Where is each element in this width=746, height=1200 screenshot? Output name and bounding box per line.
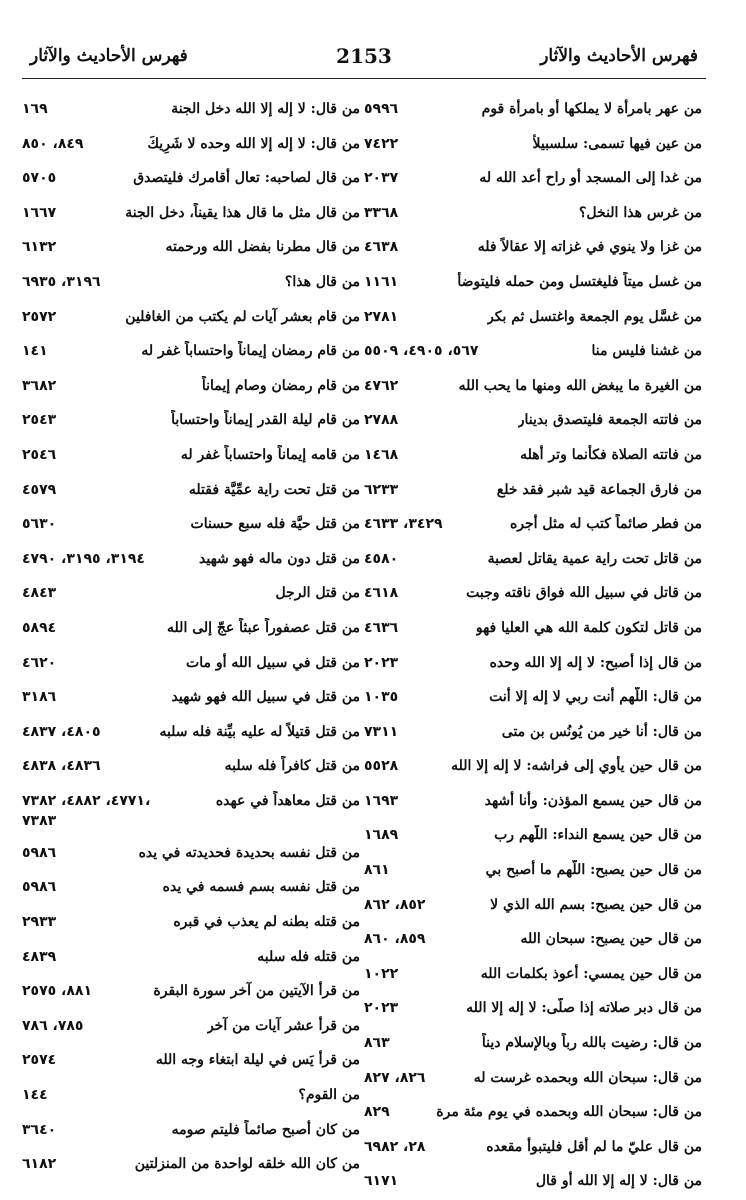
hadith-incipit: من فارق الجماعة قيد شبر فقد خلع bbox=[496, 481, 702, 498]
index-entry bbox=[364, 439, 702, 474]
index-entry bbox=[22, 162, 360, 197]
hadith-incipit: من فطر صائماً كتب له مثل أجره bbox=[509, 516, 702, 533]
hadith-reference-number: ٧٤٢٢ bbox=[364, 135, 399, 152]
hadith-incipit: من قامه إيماناً واحتساباً غفر له bbox=[180, 446, 360, 463]
hadith-incipit: من قرأ عشر آيات من آخر bbox=[206, 1017, 360, 1034]
hadith-incipit: من قاتل تحت راية عمية يقاتل لعصبة bbox=[487, 550, 702, 567]
hadith-reference-number: ٥٧٠٥ bbox=[22, 170, 57, 187]
hadith-reference-number: ٢٩٣٣ bbox=[22, 914, 57, 931]
hadith-reference-number: ١٠٣٥ bbox=[364, 689, 399, 706]
hadith-reference-number: ٤٨٣٦، ٤٨٣٨ bbox=[22, 758, 101, 775]
hadith-reference-number: ٢٨، ٦٩٨٢ bbox=[364, 1138, 426, 1155]
index-entry bbox=[22, 1148, 360, 1183]
index-entry bbox=[364, 716, 702, 751]
hadith-incipit: من كان الله خلقه لواحدة من المنزلتين bbox=[134, 1156, 360, 1173]
hadith-reference-number: ٣١٨٦ bbox=[22, 689, 57, 706]
hadith-incipit: من قرأ يَس في ليلة ابتغاء وجه الله bbox=[155, 1052, 360, 1069]
hadith-incipit: من قتل معاهداً في عهده bbox=[215, 792, 360, 809]
hadith-incipit: من قرأ الآيتين من آخر سورة البقرة bbox=[153, 983, 360, 1000]
index-entry bbox=[364, 1062, 702, 1097]
hadith-incipit: من قتل حيَّة فله سبع حسنات bbox=[190, 516, 360, 533]
hadith-reference-number: ٥٩٨٦ bbox=[22, 879, 57, 896]
index-entry bbox=[22, 231, 360, 266]
hadith-incipit: من قتل نفسه بحديدة فحديدته في يده bbox=[138, 844, 360, 861]
hadith-reference-number: ٢٥٧٢ bbox=[22, 308, 57, 325]
hadith-incipit: من قال حين يسمع النداء: اللّهم رب bbox=[494, 827, 702, 844]
hadith-incipit: من قال عليّ ما لم أقل فليتبوأ مقعده bbox=[486, 1138, 702, 1155]
hadith-incipit: من قال دبر صلاته إذا صلّى: لا إله إلا الله bbox=[466, 1000, 702, 1017]
hadith-incipit: من قال حين يصبح: بسم الله الذي لا bbox=[490, 896, 702, 913]
hadith-incipit: من قال: أنا خير من يُونُس بن متى bbox=[501, 723, 702, 740]
hadith-reference-number-continued: ٧٣٨٣ bbox=[22, 812, 57, 829]
hadith-incipit: من قام رمضان وصام إيماناً bbox=[201, 377, 360, 394]
hadith-reference-number: ٥٩٨٦ bbox=[22, 844, 57, 861]
index-entry bbox=[22, 577, 360, 612]
index-entry bbox=[364, 1027, 702, 1062]
index-entry bbox=[364, 335, 702, 370]
index-entry bbox=[364, 1096, 702, 1131]
hadith-reference-number: ٤٨٠٥، ٤٨٣٧ bbox=[22, 723, 101, 740]
hadith-incipit: من قام بعشر آيات لم يكتب من الغافلين bbox=[125, 308, 360, 325]
hadith-incipit: من الغيرة ما يبغض الله ومنها ما يحب الله bbox=[458, 377, 702, 394]
index-entry bbox=[364, 162, 702, 197]
hadith-reference-number: ٧٨٥، ٧٨٦ bbox=[22, 1017, 84, 1034]
hadith-reference-number: ٢٥٧٤ bbox=[22, 1052, 57, 1069]
index-entry bbox=[364, 577, 702, 612]
hadith-reference-number: ٢٧٨١ bbox=[364, 308, 399, 325]
page-number: 2153 bbox=[336, 44, 392, 68]
index-entry bbox=[364, 958, 702, 993]
hadith-incipit: من قال حين يأوي إلى فراشه: لا إله إلا الله bbox=[451, 758, 702, 775]
hadith-incipit: من غزا ولا ينوي في غزاته إلا عقالاً فله bbox=[477, 239, 702, 256]
index-entry bbox=[22, 370, 360, 405]
index-entry bbox=[22, 871, 360, 906]
hadith-incipit: من قال: لا إله إلا الله دخل الجنة bbox=[171, 101, 360, 117]
hadith-reference-number: ٣٦٨٢ bbox=[22, 377, 57, 394]
index-entry bbox=[364, 474, 702, 509]
index-entry bbox=[22, 404, 360, 439]
hadith-incipit: من قام ليلة القدر إيماناً واحتساباً bbox=[171, 412, 360, 429]
hadith-reference-number: ٤٦٢٠ bbox=[22, 654, 57, 671]
index-entry bbox=[22, 750, 360, 785]
hadith-incipit: من قال حين يسمع المؤذن: وأنا أشهد bbox=[484, 792, 702, 809]
hadith-incipit: من قتل نفسه بسم فسمه في يده bbox=[162, 879, 360, 896]
hadith-incipit: من قال مثل ما قال هذا يقيناً، دخل الجنة bbox=[125, 204, 360, 221]
hadith-incipit: من غسل ميتاً فليغتسل ومن حمله فليتوضأ bbox=[457, 273, 702, 290]
hadith-incipit: من عين فيها تسمى: سلسبيلاً bbox=[532, 135, 702, 152]
index-entry bbox=[364, 543, 702, 578]
index-entry bbox=[22, 93, 360, 128]
hadith-incipit: من غسَّل يوم الجمعة واغتسل ثم بكر bbox=[486, 308, 702, 325]
hadith-incipit: من قال إذا أصبح: لا إله إلا الله وحده bbox=[489, 654, 702, 671]
hadith-incipit: من غدا إلى المسجد أو راح أعد الله له bbox=[479, 170, 702, 187]
hadith-reference-number: ٣٦٤٠ bbox=[22, 1121, 57, 1138]
hadith-reference-number: ١٠٢٢ bbox=[364, 965, 399, 982]
hadith-reference-number: ٦١٨٢ bbox=[22, 1156, 57, 1173]
hadith-incipit: من قال مطرنا بفضل الله ورحمته bbox=[165, 239, 360, 256]
hadith-incipit: من قتل في سبيل الله أو مات bbox=[186, 654, 360, 671]
hadith-incipit: من قال حين يصبح: سبحان الله bbox=[520, 931, 702, 948]
hadith-reference-number: ٤٧٦٢ bbox=[364, 377, 399, 394]
hadith-reference-number: ٤٦١٨ bbox=[364, 585, 399, 602]
hadith-reference-number: ٤٦٣٨ bbox=[364, 239, 399, 256]
index-entry bbox=[22, 1079, 360, 1114]
hadith-reference-number: ١٦٩ bbox=[22, 101, 48, 117]
index-entry bbox=[22, 837, 360, 872]
hadith-reference-number: ٥٦٧، ٤٩٠٥، ٥٥٠٩ bbox=[364, 343, 479, 360]
index-entry bbox=[364, 266, 702, 301]
index-entry bbox=[364, 231, 702, 266]
hadith-incipit: من قاتل في سبيل الله فواق ناقته وجبت bbox=[466, 585, 702, 602]
hadith-incipit: من قال: سبحان الله وبحمده غرست له bbox=[473, 1069, 702, 1086]
hadith-reference-number: ٨٦١ bbox=[364, 862, 390, 879]
index-entry bbox=[364, 301, 702, 336]
index-entry bbox=[22, 335, 360, 370]
index-entry bbox=[22, 612, 360, 647]
hadith-incipit: من قال: رضيت بالله رباً وبالإسلام ديناً bbox=[481, 1035, 702, 1052]
hadith-reference-number: ٤٨٤٣ bbox=[22, 585, 57, 602]
index-column-left bbox=[22, 93, 360, 1183]
hadith-incipit: من قتل في سبيل الله فهو شهيد bbox=[171, 689, 360, 706]
index-entry bbox=[364, 681, 702, 716]
hadith-reference-number: ٤٧٧١، ٤٨٨٢، ٧٣٨٢، bbox=[22, 792, 151, 809]
hadith-incipit: من قتله فله سلبه bbox=[257, 948, 360, 965]
index-entry bbox=[22, 716, 360, 751]
index-entry bbox=[22, 975, 360, 1010]
hadith-incipit: من قال: اللّهم أنت ربي لا إله إلا أنت bbox=[489, 689, 702, 706]
hadith-reference-number: ١٤١ bbox=[22, 343, 48, 360]
hadith-reference-number: ٦١٣٢ bbox=[22, 239, 57, 256]
index-entry bbox=[22, 543, 360, 578]
index-entry bbox=[364, 128, 702, 163]
index-entry bbox=[364, 647, 702, 682]
index-entry bbox=[22, 647, 360, 682]
page-header bbox=[22, 38, 706, 79]
index-entry bbox=[22, 474, 360, 509]
index-column-right bbox=[364, 93, 702, 1200]
hadith-incipit: من قتل الرجل bbox=[275, 585, 360, 602]
hadith-reference-number: ٤٥٨٠ bbox=[364, 550, 399, 567]
hadith-incipit: من قال هذا؟ bbox=[284, 273, 360, 290]
hadith-reference-number: ٨٥٩، ٨٦٠ bbox=[364, 931, 426, 948]
index-entry bbox=[22, 301, 360, 336]
hadith-reference-number: ٣٤٢٩، ٤٦٣٣ bbox=[364, 516, 443, 533]
index-entry bbox=[22, 439, 360, 474]
hadith-incipit: من غرس هذا النخل؟ bbox=[579, 204, 702, 221]
index-entry bbox=[22, 128, 360, 163]
index-entry bbox=[364, 750, 702, 785]
hadith-reference-number: ٨٦٣ bbox=[364, 1035, 390, 1052]
index-entry bbox=[22, 508, 360, 543]
index-entry bbox=[364, 612, 702, 647]
hadith-reference-number: ٦١٧١ bbox=[364, 1173, 399, 1190]
hadith-reference-number: ٣١٩٤، ٣١٩٥، ٤٧٩٠ bbox=[22, 550, 145, 567]
index-entry bbox=[22, 906, 360, 941]
hadith-reference-number: ١٦٩٣ bbox=[364, 792, 399, 809]
hadith-reference-number: ١٦٦٧ bbox=[22, 204, 57, 221]
hadith-reference-number: ٣١٩٦، ٦٩٣٥ bbox=[22, 273, 101, 290]
hadith-reference-number: ٤٦٣٦ bbox=[364, 619, 399, 636]
hadith-reference-number: ٣٣٦٨ bbox=[364, 204, 399, 221]
hadith-reference-number: ٨٨١، ٢٥٧٥ bbox=[22, 983, 93, 1000]
index-entry bbox=[22, 197, 360, 232]
hadith-reference-number: ٢٠٣٧ bbox=[364, 170, 399, 187]
hadith-incipit: من القوم؟ bbox=[298, 1087, 360, 1104]
hadith-reference-number: ١٤٦٨ bbox=[364, 446, 399, 463]
index-entry bbox=[364, 197, 702, 232]
hadith-incipit: من غشنا فليس منا bbox=[591, 343, 702, 360]
hadith-incipit: من قال لصاحبه: تعال أقامرك فليتصدق bbox=[133, 170, 360, 187]
hadith-incipit: من قتل عصفوراً عبثاً عجّ إلى الله bbox=[167, 619, 360, 636]
hadith-reference-number: ٨٢٦، ٨٢٧ bbox=[364, 1069, 426, 1086]
hadith-incipit: من قتل تحت راية عمِّيَّة فقتله bbox=[188, 481, 360, 498]
hadith-reference-number: ٥٨٩٤ bbox=[22, 619, 57, 636]
index-entry bbox=[364, 819, 702, 854]
index-entry bbox=[22, 1044, 360, 1079]
hadith-incipit: من قام رمضان إيماناً واحتساباً غفر له bbox=[141, 343, 360, 360]
index-entry bbox=[364, 785, 702, 820]
hadith-incipit: من قاتل لتكون كلمة الله هي العليا فهو bbox=[475, 619, 702, 636]
hadith-reference-number: ٢٥٤٦ bbox=[22, 446, 57, 463]
hadith-incipit: من قال: سبحان الله وبحمده في يوم مئة مرة bbox=[436, 1104, 702, 1121]
index-entry bbox=[22, 785, 360, 837]
index-entry bbox=[22, 266, 360, 301]
hadith-reference-number: ٥٥٢٨ bbox=[364, 758, 399, 775]
hadith-reference-number: ٦٢٣٣ bbox=[364, 481, 399, 498]
hadith-reference-number: ١١٦١ bbox=[364, 273, 399, 290]
index-entry bbox=[364, 1131, 702, 1166]
hadith-reference-number: ٨٥٢، ٨٦٢ bbox=[364, 896, 426, 913]
hadith-incipit: من فاتته الصلاة فكأنما وتر أهله bbox=[520, 446, 702, 463]
index-entry bbox=[364, 404, 702, 439]
hadith-incipit: من كان أصبح صائماً فليتم صومه bbox=[171, 1121, 360, 1138]
hadith-reference-number: ٤٨٣٩ bbox=[22, 948, 57, 965]
hadith-incipit: من قتل دون ماله فهو شهيد bbox=[199, 550, 360, 567]
hadith-incipit: من قتل كافراً فله سلبه bbox=[224, 758, 360, 775]
index-entry bbox=[364, 923, 702, 958]
index-entry bbox=[22, 681, 360, 716]
hadith-reference-number: ١٦٨٩ bbox=[364, 827, 399, 844]
index-entry bbox=[364, 93, 702, 128]
hadith-reference-number: ٧٣١١ bbox=[364, 723, 399, 740]
hadith-incipit: من عهر بامرأة لا يملكها أو بامرأة قوم bbox=[481, 101, 702, 117]
index-entry bbox=[364, 889, 702, 924]
hadith-reference-number: ٢٥٤٣ bbox=[22, 412, 57, 429]
hadith-reference-number: ٤٥٧٩ bbox=[22, 481, 57, 498]
hadith-incipit: من قال حين يصبح: اللّهم ما أصبح بي bbox=[485, 862, 702, 879]
hadith-incipit: من قال: لا إله إلا الله أو قال bbox=[535, 1173, 702, 1190]
index-entry bbox=[364, 1165, 702, 1200]
hadith-reference-number: ٢٠٢٣ bbox=[364, 1000, 399, 1017]
hadith-incipit: من قتل قتيلاً له عليه بيِّنة فله سلبه bbox=[159, 723, 360, 740]
index-entry bbox=[364, 370, 702, 405]
hadith-reference-number: ٢٠٢٣ bbox=[364, 654, 399, 671]
hadith-reference-number: ٢٧٨٨ bbox=[364, 412, 399, 429]
index-entry bbox=[364, 854, 702, 889]
hadith-incipit: من قال: لا إله إلا الله وحده لا شَرِيكَ bbox=[147, 135, 360, 152]
hadith-incipit: من قتله بطنه لم يعذب في قبره bbox=[173, 914, 360, 931]
hadith-incipit: من قال حين يمسي: أعوذ بكلمات الله bbox=[480, 965, 702, 982]
running-title-left: فهرس الأحاديث والآثار bbox=[30, 46, 188, 66]
index-entry bbox=[364, 992, 702, 1027]
hadith-reference-number: ٥٩٩٦ bbox=[364, 101, 399, 117]
hadith-reference-number: ٨٢٩ bbox=[364, 1104, 390, 1121]
hadith-reference-number: ٥٦٣٠ bbox=[22, 516, 57, 533]
hadith-reference-number: ٨٤٩، ٨٥٠ bbox=[22, 135, 84, 152]
index-entry bbox=[364, 508, 702, 543]
index-entry bbox=[22, 941, 360, 976]
index-entry bbox=[22, 1010, 360, 1045]
hadith-reference-number: ١٤٤ bbox=[22, 1087, 48, 1104]
hadith-incipit: من فاتته الجمعة فليتصدق بدينار bbox=[517, 412, 702, 429]
running-title-right: فهرس الأحاديث والآثار bbox=[540, 46, 698, 66]
